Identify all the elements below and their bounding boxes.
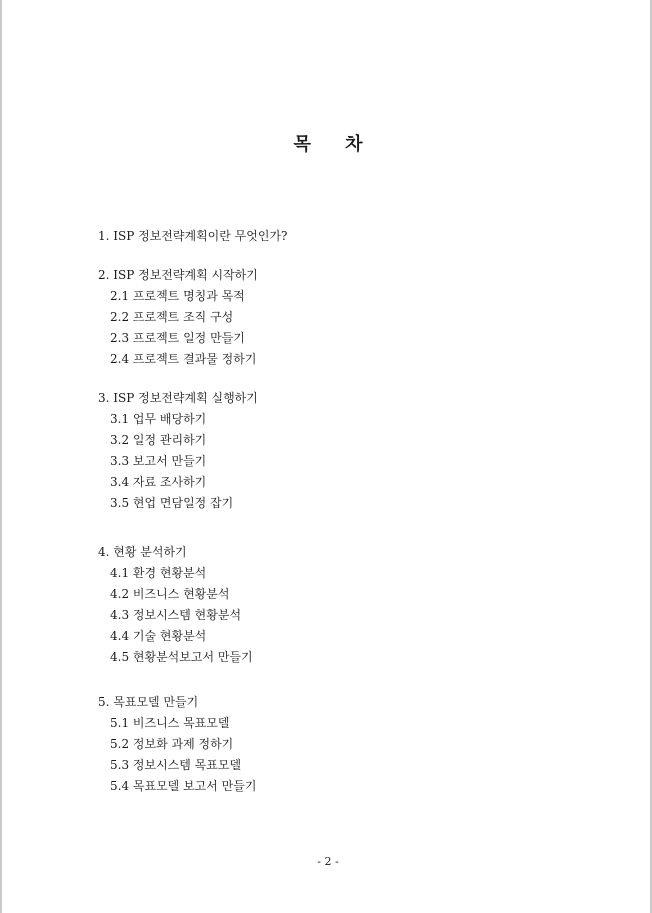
- toc-chapter-4: 4. 현황 분석하기: [98, 545, 187, 559]
- table-of-contents: [98, 226, 558, 815]
- toc-item-3-3: 3.3 보고서 만들기: [110, 454, 207, 468]
- toc-item-2-3: 2.3 프로젝트 일정 만들기: [110, 331, 245, 345]
- toc-chapter-1: 1. ISP 정보전략계획이란 무엇인가?: [98, 229, 288, 243]
- toc-item-4-5: 4.5 현황분석보고서 만들기: [110, 650, 253, 664]
- page-number: - 2 -: [317, 855, 339, 868]
- toc-item-4-1: 4.1 환경 현황분석: [110, 566, 207, 580]
- toc-section-4: [98, 542, 558, 668]
- toc-item-3-2: 3.2 일정 관리하기: [110, 433, 207, 447]
- toc-item-5-3: 5.3 정보시스템 목표모델: [110, 758, 242, 772]
- toc-item-2-4: 2.4 프로젝트 결과물 정하기: [110, 352, 257, 366]
- toc-section-2: [98, 265, 558, 370]
- toc-section-3: [98, 388, 558, 514]
- toc-section-1: [98, 226, 558, 247]
- toc-item-4-3: 4.3 정보시스템 현황분석: [110, 608, 242, 622]
- toc-item-3-1: 3.1 업무 배당하기: [110, 412, 207, 426]
- toc-item-2-1: 2.1 프로젝트 명칭과 목적: [110, 289, 245, 303]
- toc-item-3-4: 3.4 자료 조사하기: [110, 475, 207, 489]
- toc-section-5: [98, 692, 558, 797]
- toc-item-4-2: 4.2 비즈니스 현황분석: [110, 587, 230, 601]
- toc-item-2-2: 2.2 프로젝트 조직 구성: [110, 310, 234, 324]
- toc-item-4-4: 4.4 기술 현황분석: [110, 629, 207, 643]
- toc-item-3-5: 3.5 현업 면담일정 잡기: [110, 496, 234, 510]
- toc-item-5-2: 5.2 정보화 과제 정하기: [110, 737, 234, 751]
- toc-chapter-5: 5. 목표모델 만들기: [98, 695, 199, 709]
- toc-chapter-2: 2. ISP 정보전략계획 시작하기: [98, 268, 258, 282]
- toc-item-5-4: 5.4 목표모델 보고서 만들기: [110, 779, 257, 793]
- toc-chapter-3: 3. ISP 정보전략계획 실행하기: [98, 391, 258, 405]
- toc-item-5-1: 5.1 비즈니스 목표모델: [110, 716, 230, 730]
- page-title: 목 차: [293, 134, 377, 155]
